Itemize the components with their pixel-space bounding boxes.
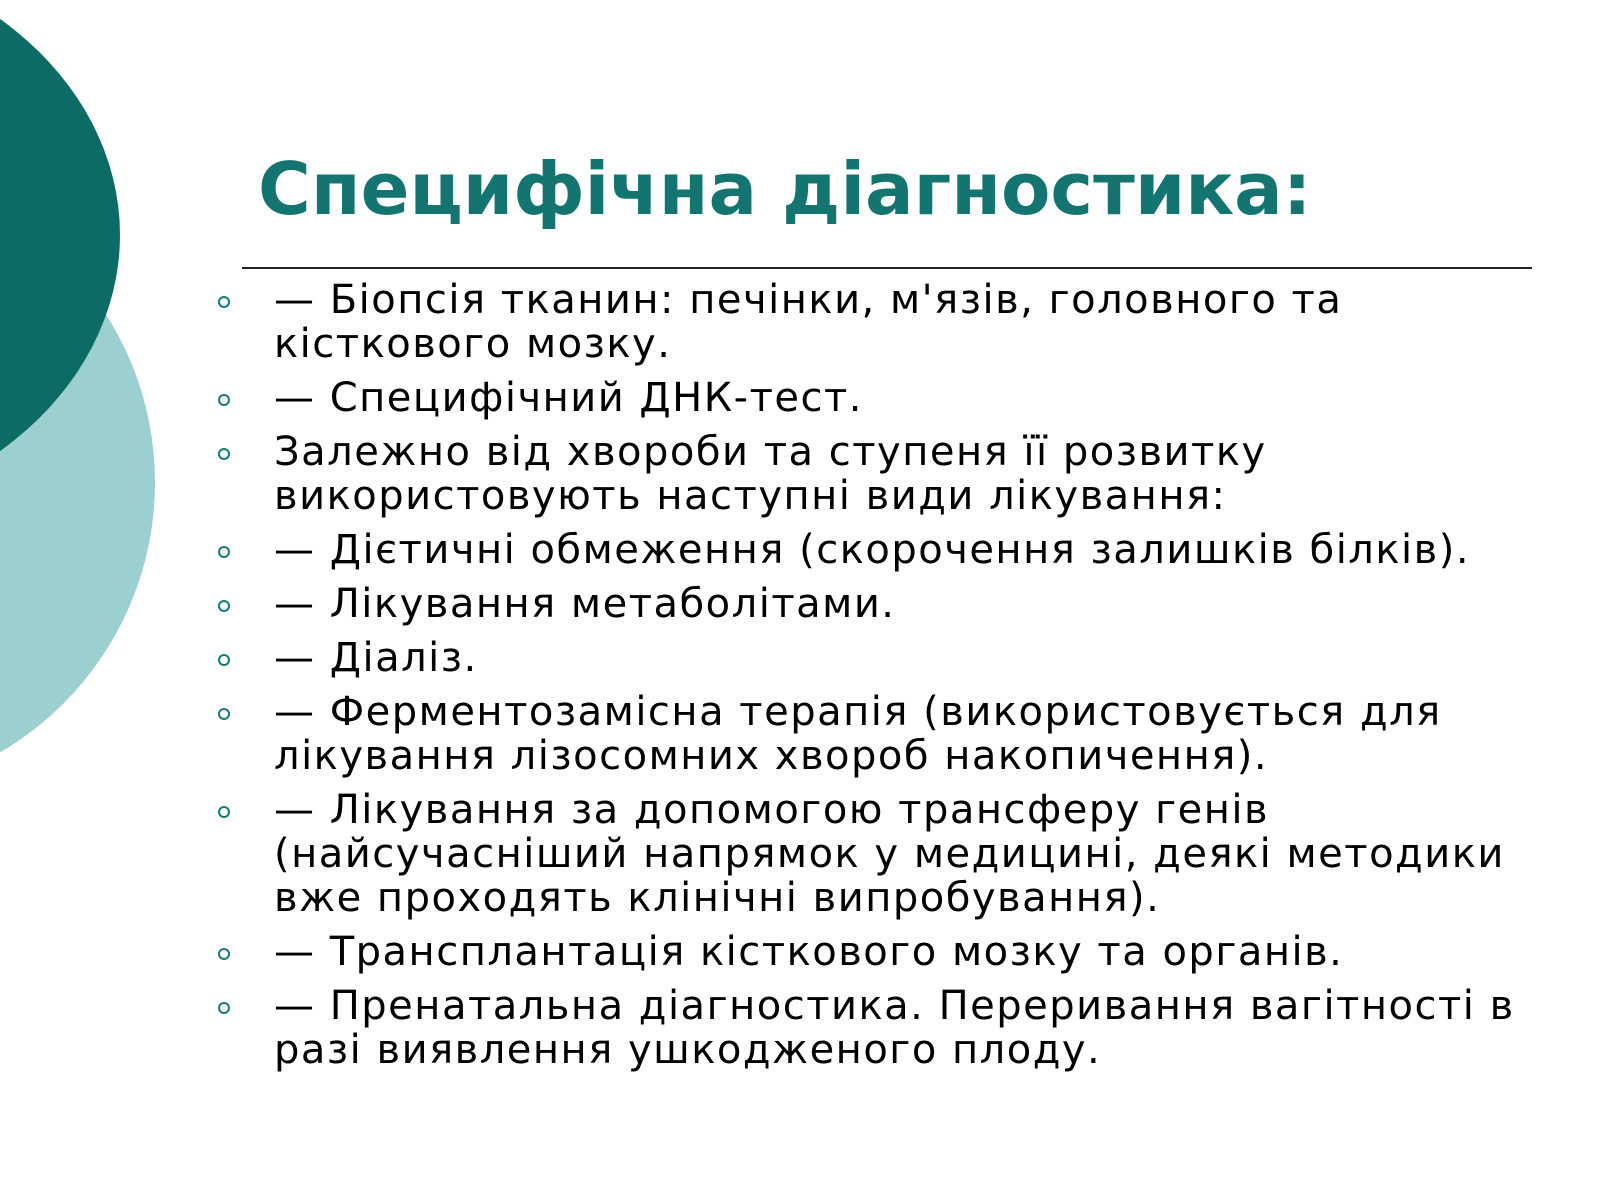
bullet-item — [210, 582, 1550, 626]
bullet-item — [210, 690, 1550, 778]
bullet-circle-icon — [218, 600, 230, 612]
bullet-item — [210, 984, 1550, 1072]
bullet-circle-icon — [218, 1002, 230, 1014]
bullet-text: — Лікування за допомогою трансферу генів (найсучасніший напрямок у медицині, деякі методики вже проходять клінічні випробування). — [274, 787, 1505, 921]
bullet-list — [210, 278, 1550, 1082]
bullet-text: — Діаліз. — [274, 635, 478, 681]
bullet-text: — Дієтичні обмеження (скорочення залишків білків). — [274, 527, 1471, 573]
bullet-text: — Ферментозамісна терапія (використовується для лікування лізосомних хвороб накопичення). — [274, 689, 1442, 779]
bullet-text: Залежно від хвороби та ступеня її розвитку використовують наступні види лікування: — [274, 429, 1267, 519]
bullet-item — [210, 278, 1550, 366]
bullet-circle-icon — [218, 394, 230, 406]
bullet-item — [210, 376, 1550, 420]
bullet-text: — Лікування метаболітами. — [274, 581, 896, 627]
bullet-item — [210, 788, 1550, 920]
bullet-item — [210, 430, 1550, 518]
bullet-item — [210, 528, 1550, 572]
bullet-circle-icon — [218, 448, 230, 460]
bullet-item — [210, 930, 1550, 974]
bullet-text: — Пренатальна діагностика. Переривання вагітності в разі виявлення ушкодженого плоду. — [274, 983, 1515, 1073]
bullet-circle-icon — [218, 806, 230, 818]
bullet-circle-icon — [218, 296, 230, 308]
bullet-text: — Біопсія тканин: печінки, м'язів, головного та кісткового мозку. — [274, 277, 1343, 367]
bullet-item — [210, 636, 1550, 680]
bullet-text: — Трансплантація кісткового мозку та органів. — [274, 929, 1344, 975]
bullet-circle-icon — [218, 948, 230, 960]
bullet-circle-icon — [218, 708, 230, 720]
bullet-circle-icon — [218, 654, 230, 666]
title-divider — [242, 267, 1532, 269]
slide-title: Специфічна діагностика: — [258, 147, 1312, 231]
bullet-circle-icon — [218, 546, 230, 558]
bullet-text: — Специфічний ДНК-тест. — [274, 375, 864, 421]
